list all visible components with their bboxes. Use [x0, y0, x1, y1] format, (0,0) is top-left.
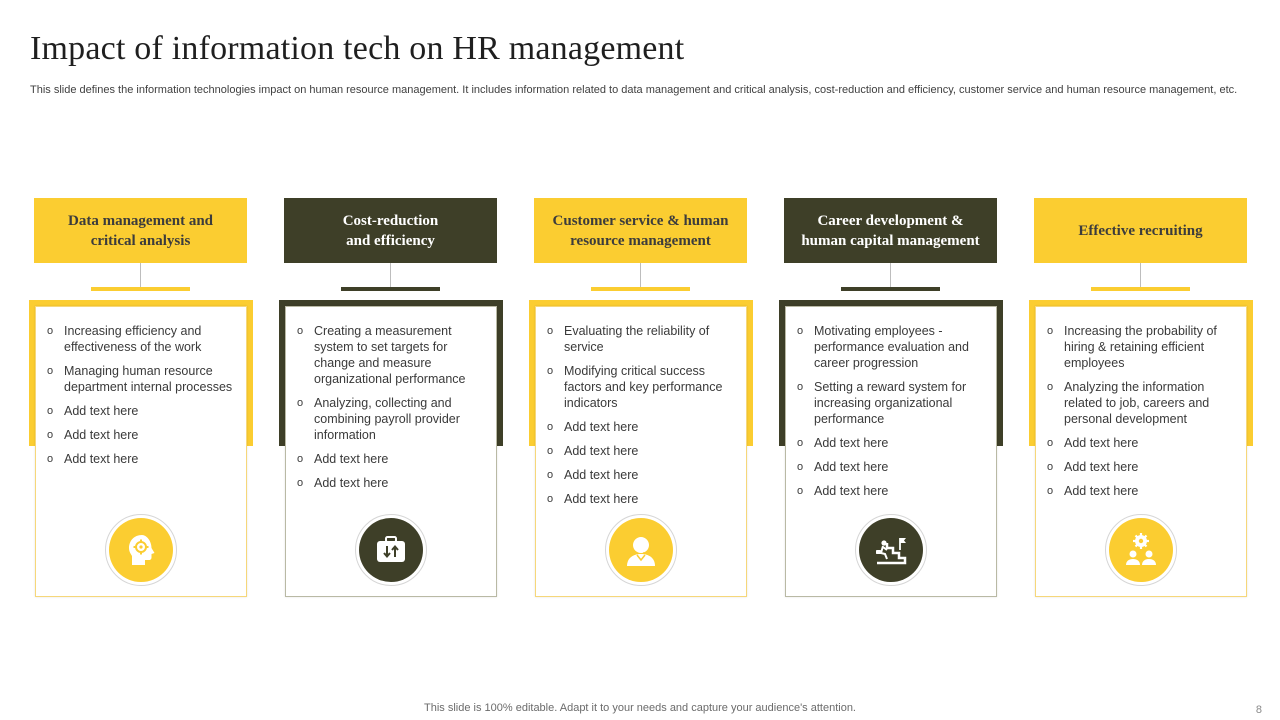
list-item — [794, 483, 986, 499]
list-item-text: Add text here — [814, 436, 889, 450]
list-item — [44, 363, 236, 395]
list-item — [544, 467, 736, 483]
bullet-marker: o — [797, 461, 804, 473]
list-item-text: Add text here — [814, 460, 889, 474]
list-item — [544, 323, 736, 355]
bullet-marker: o — [297, 477, 304, 489]
list-item — [794, 379, 986, 427]
slide-subtitle: This slide defines the information technologies impact on human resource management. It includes information related to data management and critical analysis, cost-reduction and efficiency, customer service and human resource management, etc. — [30, 84, 1238, 96]
list-item-text: Add text here — [64, 452, 139, 466]
list-item — [1044, 483, 1236, 499]
column-heading-line: critical analysis — [90, 232, 191, 249]
connector-line — [890, 263, 891, 287]
list-item-text: Add text here — [64, 404, 139, 418]
content-card — [535, 306, 747, 597]
column-heading-line: Effective recruiting — [1078, 222, 1203, 239]
list-item-text: Analyzing the information related to job, careers and personal development — [1064, 380, 1210, 426]
column-heading-line: Career development & — [817, 212, 964, 229]
column-cost-reduction — [279, 198, 503, 598]
column-effective-recruiting — [1029, 198, 1253, 598]
list-item — [544, 491, 736, 507]
bullet-marker: o — [47, 365, 54, 377]
bullet-marker: o — [547, 493, 554, 505]
list-item-text: Increasing efficiency and effectiveness of the work — [64, 324, 202, 354]
column-header — [1034, 198, 1247, 263]
list-item — [44, 451, 236, 467]
content-card — [285, 306, 497, 597]
connector-line — [1140, 263, 1141, 287]
accent-bar — [341, 287, 440, 291]
bullet-list — [1036, 307, 1246, 499]
customer-service-icon — [621, 530, 661, 570]
list-item — [544, 363, 736, 411]
bullet-marker: o — [547, 421, 554, 433]
bullet-marker: o — [797, 437, 804, 449]
list-item — [794, 323, 986, 371]
bullet-marker: o — [1047, 485, 1054, 497]
list-item-text: Evaluating the reliability of service — [564, 324, 710, 354]
list-item-text: Add text here — [564, 468, 639, 482]
bullet-marker: o — [547, 445, 554, 457]
content-card — [785, 306, 997, 597]
list-item-text: Creating a measurement system to set targets for change and measure organizational performance — [314, 324, 466, 386]
list-item — [1044, 459, 1236, 475]
bullet-marker: o — [797, 485, 804, 497]
connector-line — [390, 263, 391, 287]
bullet-marker: o — [797, 325, 804, 337]
list-item — [294, 395, 486, 443]
list-item — [294, 451, 486, 467]
bullet-marker: o — [47, 325, 54, 337]
column-header — [784, 198, 997, 263]
content-card — [35, 306, 247, 597]
column-header — [534, 198, 747, 263]
content-card — [1035, 306, 1247, 597]
list-item-text: Managing human resource department internal processes — [64, 364, 233, 394]
column-customer-service — [529, 198, 753, 598]
list-item-text: Modifying critical success factors and key performance indicators — [564, 364, 723, 410]
list-item-text: Add text here — [1064, 484, 1139, 498]
list-item-text: Add text here — [564, 420, 639, 434]
bullet-marker: o — [47, 405, 54, 417]
team-gear-icon — [1121, 530, 1161, 570]
connector-line — [640, 263, 641, 287]
list-item — [44, 403, 236, 419]
briefcase-icon — [371, 530, 411, 570]
bullet-marker: o — [47, 429, 54, 441]
slide-title: Impact of information tech on HR management — [30, 30, 685, 67]
head-gear-icon — [121, 530, 161, 570]
bullet-list — [36, 307, 246, 467]
icon-badge — [1105, 514, 1177, 586]
list-item-text: Add text here — [314, 452, 389, 466]
icon-badge — [855, 514, 927, 586]
connector-line — [140, 263, 141, 287]
accent-bar — [591, 287, 690, 291]
list-item — [1044, 323, 1236, 371]
list-item-text: Add text here — [814, 484, 889, 498]
bullet-marker: o — [1047, 325, 1054, 337]
column-heading-line: Cost-reduction — [342, 212, 439, 229]
list-item — [294, 475, 486, 491]
column-header — [284, 198, 497, 263]
list-item — [794, 435, 986, 451]
list-item-text: Add text here — [1064, 460, 1139, 474]
bullet-marker: o — [1047, 381, 1054, 393]
column-heading-line: human capital management — [801, 232, 980, 249]
accent-bar — [841, 287, 940, 291]
icon-badge — [605, 514, 677, 586]
column-data-management — [29, 198, 253, 598]
list-item — [294, 323, 486, 387]
list-item — [1044, 379, 1236, 427]
bullet-marker: o — [297, 325, 304, 337]
bullet-list — [536, 307, 746, 507]
icon-badge — [105, 514, 177, 586]
list-item-text: Setting a reward system for increasing organizational performance — [814, 380, 967, 426]
page-number: 8 — [1255, 704, 1262, 716]
bullet-marker: o — [1047, 437, 1054, 449]
career-ladder-icon — [871, 530, 911, 570]
list-item — [44, 427, 236, 443]
list-item-text: Add text here — [1064, 436, 1139, 450]
column-heading-line: Data management and — [68, 212, 213, 229]
column-heading-line: Customer service & human — [552, 212, 729, 229]
list-item — [1044, 435, 1236, 451]
column-header — [34, 198, 247, 263]
icon-badge — [355, 514, 427, 586]
bullet-list — [286, 307, 496, 491]
list-item — [44, 323, 236, 355]
bullet-marker: o — [1047, 461, 1054, 473]
list-item-text: Add text here — [64, 428, 139, 442]
bullet-marker: o — [547, 365, 554, 377]
list-item — [544, 443, 736, 459]
list-item-text: Increasing the probability of hiring & retaining efficient employees — [1064, 324, 1217, 370]
list-item-text: Motivating employees - performance evaluation and career progression — [814, 324, 969, 370]
bullet-list — [786, 307, 996, 499]
list-item-text: Add text here — [564, 492, 639, 506]
bullet-marker: o — [297, 397, 304, 409]
list-item — [794, 459, 986, 475]
list-item-text: Analyzing, collecting and combining payroll provider information — [314, 396, 460, 442]
column-career-development — [779, 198, 1003, 598]
bullet-marker: o — [547, 325, 554, 337]
bullet-marker: o — [797, 381, 804, 393]
column-heading-line: and efficiency — [346, 232, 435, 249]
accent-bar — [1091, 287, 1190, 291]
bullet-marker: o — [47, 453, 54, 465]
list-item-text: Add text here — [314, 476, 389, 490]
bullet-marker: o — [547, 469, 554, 481]
accent-bar — [91, 287, 190, 291]
column-heading-line: resource management — [570, 232, 711, 249]
slide-footer: This slide is 100% editable. Adapt it to your needs and capture your audience's attention. — [424, 702, 856, 714]
list-item — [544, 419, 736, 435]
bullet-marker: o — [297, 453, 304, 465]
list-item-text: Add text here — [564, 444, 639, 458]
